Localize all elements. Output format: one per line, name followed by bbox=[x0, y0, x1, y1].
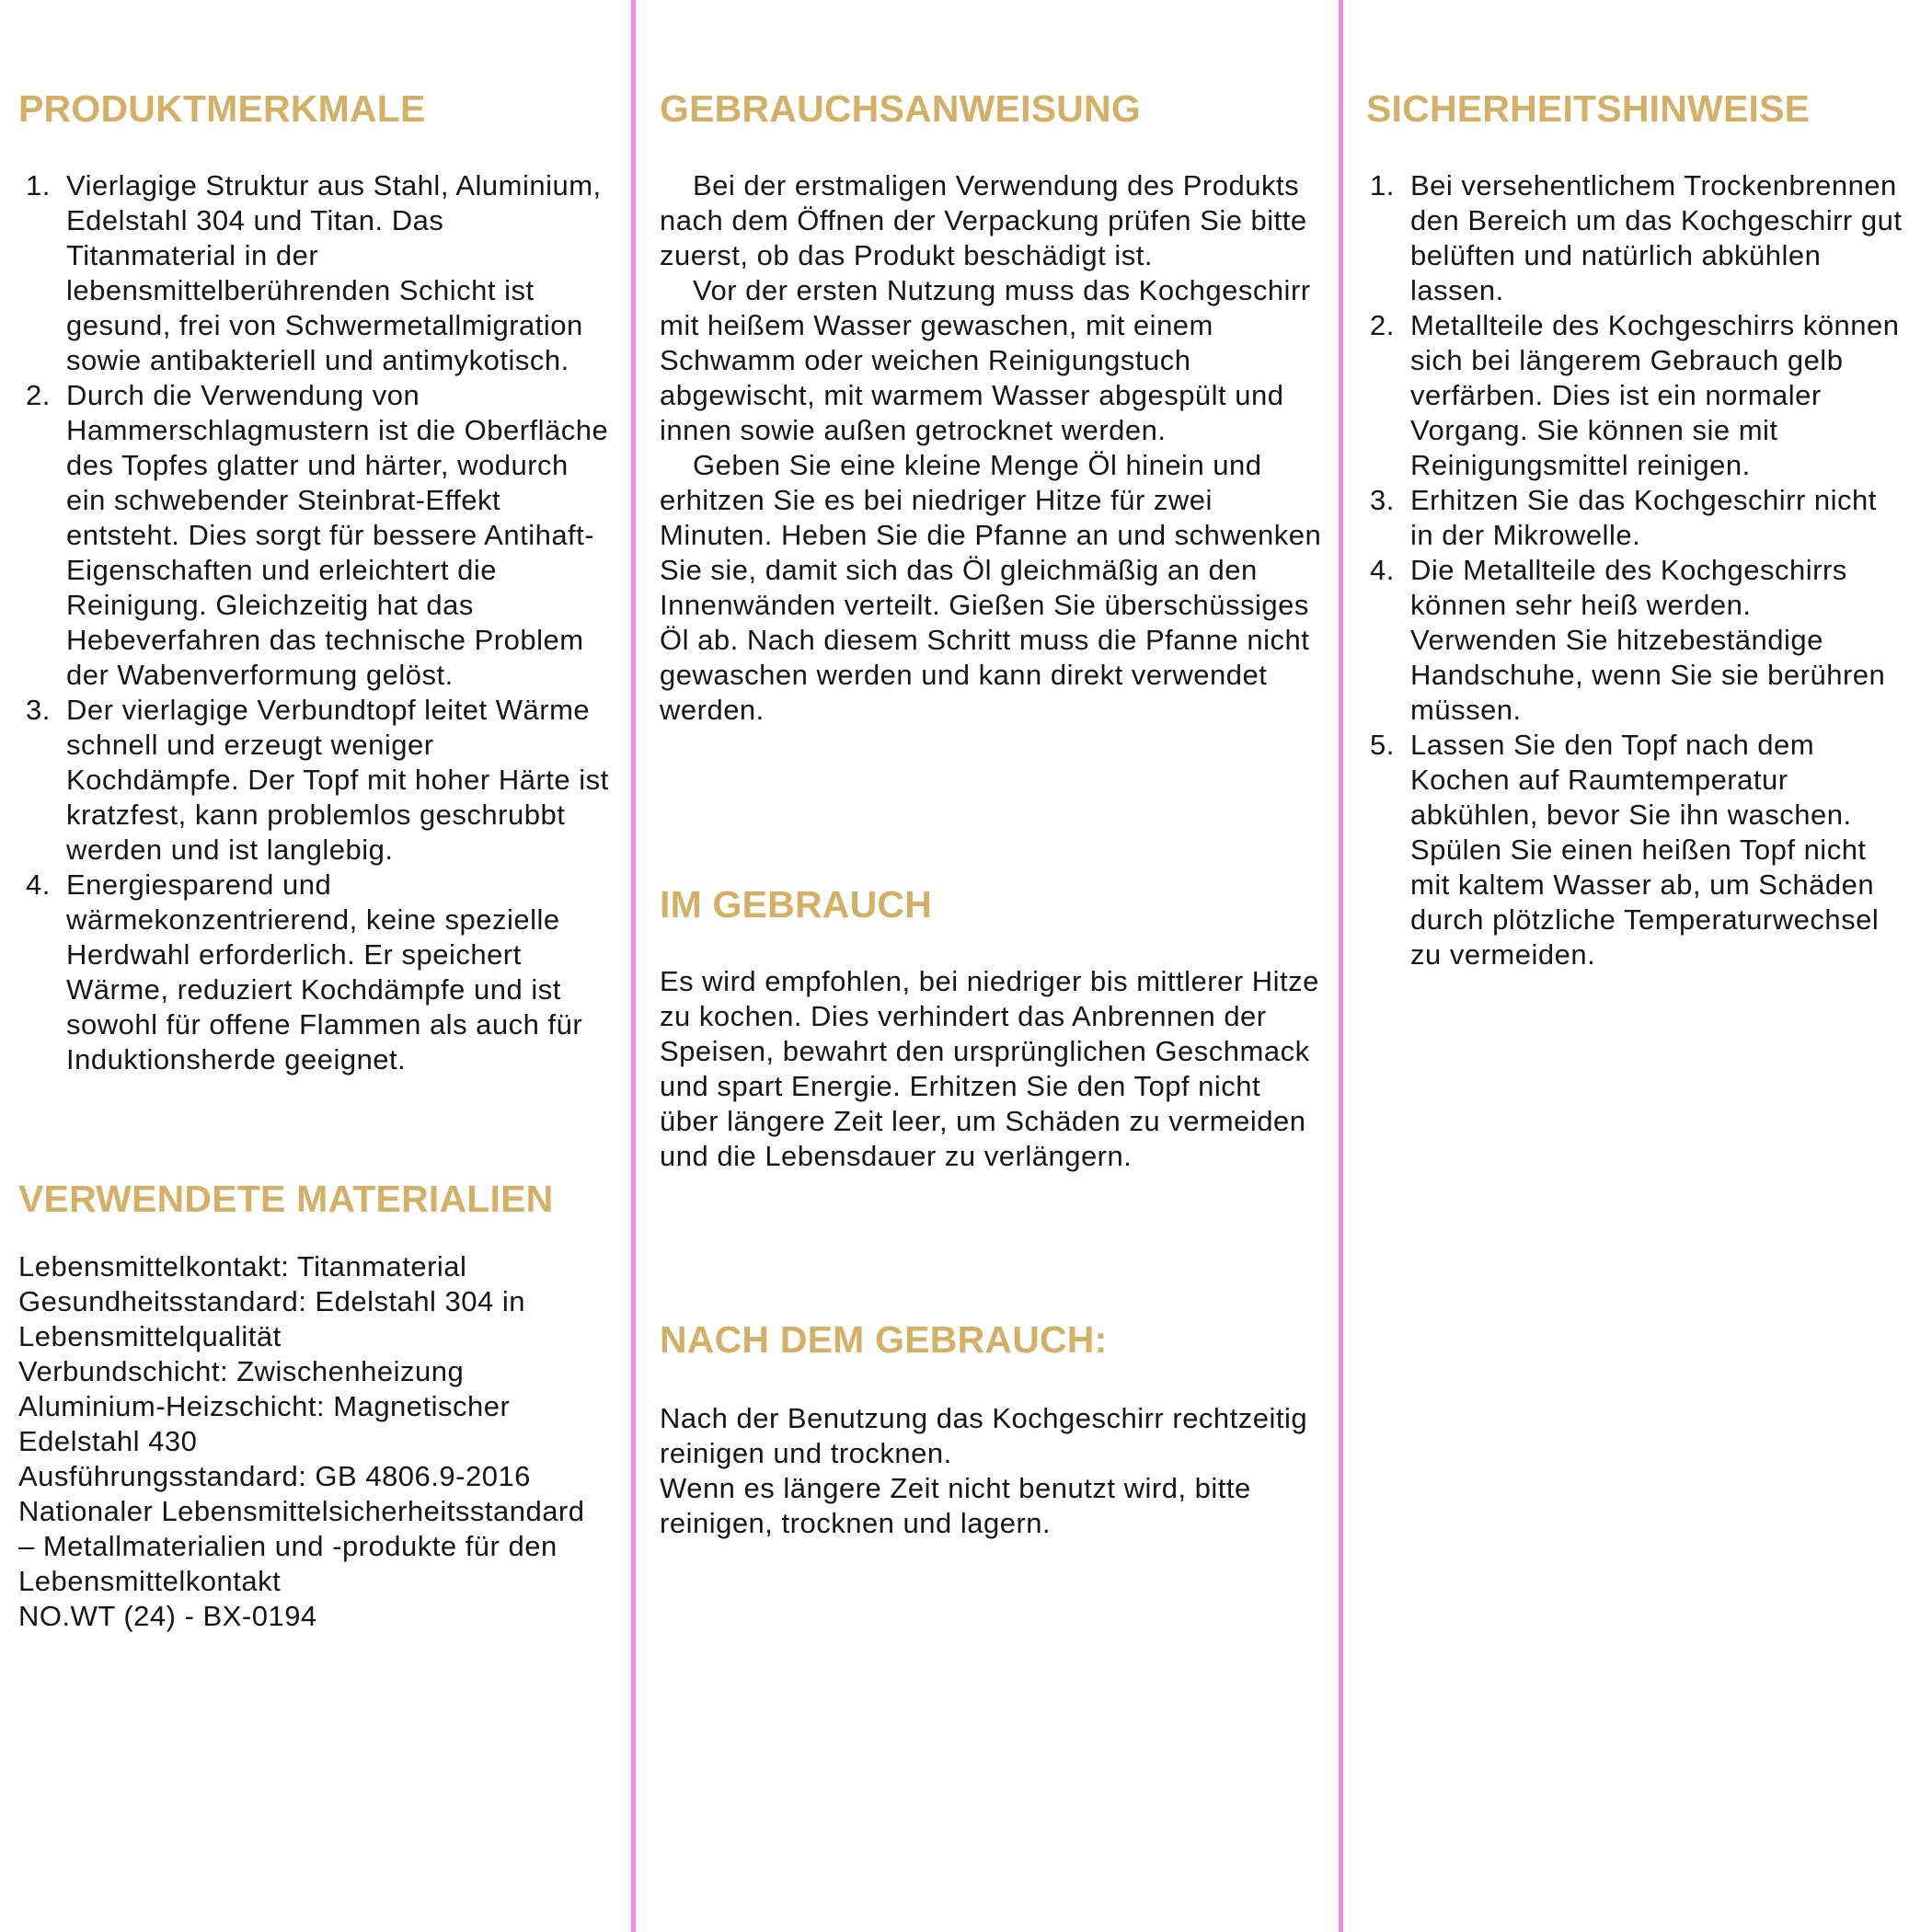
material-entry: Nationaler Lebensmittelsicherheitsstandard – Metallmaterialien und -produkte für den Lebensmittelkontakt bbox=[18, 1495, 585, 1597]
in-use-paragraph: Es wird empfohlen, bei niedriger bis mittlerer Hitze zu kochen. Dies verhindert das Anbrennen der Speisen, bewahrt den ursprünglichen Geschmack und spart Energie. Erhitzen Sie den Topf nicht über längere Zeit leer, um Schäden zu vermeiden und die Lebensdauer zu verlängern. bbox=[660, 965, 1319, 1172]
safety-item: Lassen Sie den Topf nach dem Kochen auf Raumtemperatur abkühlen, bevor Sie ihn waschen. Spülen Sie einen heißen Topf nicht mit kaltem Wasser ab, um Schäden durch plötzliche Temperaturwechsel zu vermeiden. bbox=[1410, 729, 1880, 971]
material-entry: Gesundheitsstandard: Edelstahl 304 in Lebensmittelqualität bbox=[18, 1285, 526, 1352]
feature-item: Durch die Verwendung von Hammerschlagmustern ist die Oberfläche des Topfes glatter und härter, wodurch ein schwebender Steinbrat-Effekt entsteht. Dies sorgt für bessere Antihaft-Eigenschaften und erleichtert die Reinigung. Gleichzeitig hat das Hebeverfahren das technische Problem der Wabenverformung gelöst. bbox=[66, 379, 609, 691]
material-entry: Aluminium-Heizschicht: Magnetischer Edelstahl 430 bbox=[18, 1390, 511, 1457]
usage-paragraph: Vor der ersten Nutzung muss das Kochgeschirr mit heißem Wasser gewaschen, mit einem Schwamm oder weichen Reinigungstuch abgewischt, mit warmem Wasser abgespült und innen sowie außen getrocknet werden. bbox=[660, 274, 1311, 446]
column-product-features bbox=[0, 0, 631, 1634]
safety-item: Metallteile des Kochgeschirrs können sich bei längerem Gebrauch gelb verfärben. Dies ist ein normaler Vorgang. Sie können sie mit Reinigungsmittel reinigen. bbox=[1410, 309, 1900, 481]
safety-item: Erhitzen Sie das Kochgeschirr nicht in der Mikrowelle. bbox=[1410, 484, 1877, 551]
usage-paragraph: Geben Sie eine kleine Menge Öl hinein und erhitzen Sie es bei niedriger Hitze für zwei Minuten. Heben Sie die Pfanne an und schwenken Sie sie, damit sich das Öl gleichmäßig an den Innenwänden verteilt. Gießen Sie überschüssiges Öl ab. Nach diesem Schritt muss die Pfanne nicht gewaschen werden und kann direkt verwendet werden. bbox=[660, 449, 1322, 726]
material-entry: Ausführungsstandard: GB 4806.9-2016 bbox=[18, 1460, 531, 1492]
after-use-text bbox=[660, 1401, 1326, 1541]
safety-item: Bei versehentlichem Trockenbrennen den Bereich um das Kochgeschirr gut belüften und natürlich abkühlen lassen. bbox=[1410, 169, 1903, 306]
usage-paragraph: Bei der erstmaligen Verwendung des Produkts nach dem Öffnen der Verpackung prüfen Sie bitte zuerst, ob das Produkt beschädigt ist. bbox=[660, 169, 1307, 271]
safety-list bbox=[1366, 168, 1906, 972]
materials-heading: VERWENDETE MATERIALIEN bbox=[18, 1178, 554, 1220]
feature-item: Der vierlagige Verbundtopf leitet Wärme schnell und erzeugt weniger Kochdämpfe. Der Topf mit hoher Härte ist kratzfest, kann problemlos geschrubbt werden und ist langlebig. bbox=[66, 694, 609, 866]
features-list bbox=[18, 168, 609, 1077]
in-use-heading: IM GEBRAUCH bbox=[660, 883, 933, 926]
material-entry: Verbundschicht: Zwischenheizung bbox=[18, 1355, 465, 1387]
column-safety-notices bbox=[1343, 0, 1932, 972]
safety-heading: SICHERHEITSHINWEISE bbox=[1366, 87, 1811, 130]
after-use-line: Wenn es längere Zeit nicht benutzt wird, bitte reinigen, trocknen und lagern. bbox=[660, 1472, 1251, 1539]
feature-item: Energiesparend und wärmekonzentrierend, keine spezielle Herdwahl erforderlich. Er speichert Wärme, reduziert Kochdämpfe und ist sowohl für offene Flammen als auch für Induktionsherde geeignet. bbox=[66, 868, 583, 1075]
material-entry: NO.WT (24) - BX-0194 bbox=[18, 1600, 317, 1632]
feature-item: Vierlagige Struktur aus Stahl, Aluminium, Edelstahl 304 und Titan. Das Titanmaterial in der lebensmittelberührenden Schicht ist gesund, frei von Schwermetallmigration sowie antibakteriell und antimykotisch. bbox=[66, 169, 602, 376]
after-use-heading: NACH DEM GEBRAUCH: bbox=[660, 1318, 1108, 1361]
after-use-line: Nach der Benutzung das Kochgeschirr rechtzeitig reinigen und trocknen. bbox=[660, 1402, 1308, 1469]
safety-item: Die Metallteile des Kochgeschirrs können sehr heiß werden. Verwenden Sie hitzebeständige Handschuhe, wenn Sie sie berühren müssen. bbox=[1410, 554, 1886, 726]
materials-list bbox=[18, 1249, 609, 1634]
usage-heading: GEBRAUCHSANWEISUNG bbox=[660, 87, 1141, 130]
material-entry: Lebensmittelkontakt: Titanmaterial bbox=[18, 1250, 467, 1282]
features-heading: PRODUKTMERKMALE bbox=[18, 87, 426, 130]
column-usage-instructions bbox=[636, 0, 1339, 1541]
